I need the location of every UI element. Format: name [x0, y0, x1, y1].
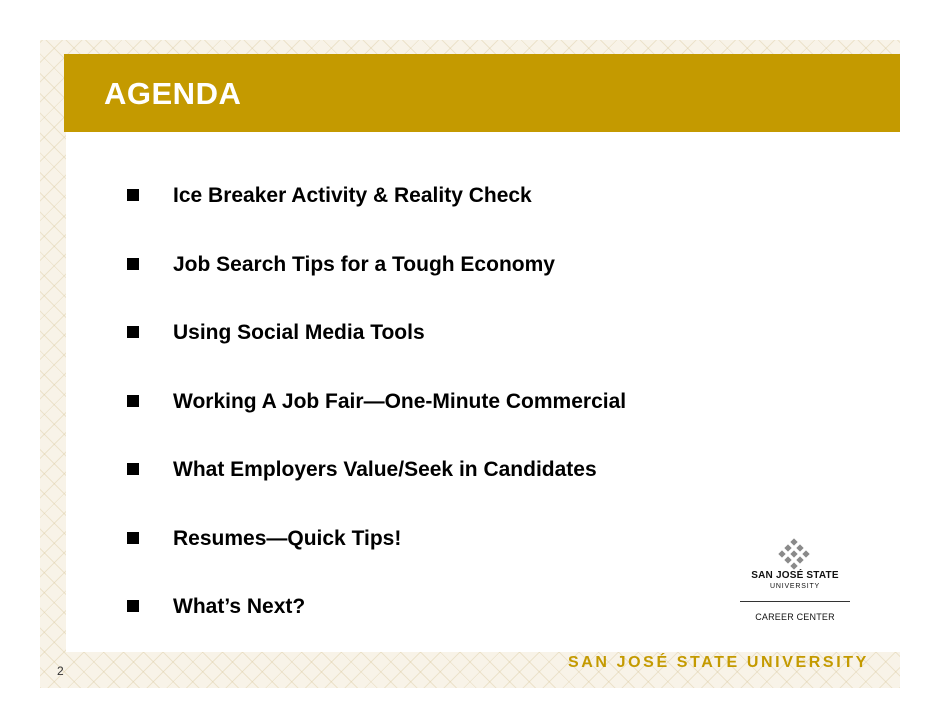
footer-university-name: SAN JOSÉ STATE UNIVERSITY: [568, 654, 869, 671]
square-bullet-icon: [127, 189, 139, 201]
square-bullet-icon: [127, 395, 139, 407]
square-bullet-icon: [127, 600, 139, 612]
logo-career-center: CAREER CENTER: [755, 612, 835, 622]
logo-university-sub: UNIVERSITY: [769, 583, 820, 590]
career-center-logo: [724, 522, 866, 648]
agenda-item-text: What Employers Value/Seek in Candidates: [173, 458, 597, 481]
logo-divider: [740, 601, 850, 602]
slide-title: AGENDA: [104, 76, 242, 111]
agenda-item-text: Job Search Tips for a Tough Economy: [173, 252, 555, 276]
agenda-item-text: Resumes—Quick Tips!: [173, 526, 402, 550]
logo-university-name: SAN JOSÉ STATE: [751, 570, 839, 581]
agenda-item-text: Working A Job Fair—One-Minute Commercial: [173, 389, 627, 413]
agenda-item-text: What’s Next?: [173, 595, 306, 618]
agenda-item-text: Using Social Media Tools: [173, 321, 425, 344]
square-bullet-icon: [127, 258, 139, 270]
agenda-item-text: Ice Breaker Activity & Reality Check: [173, 184, 532, 207]
square-bullet-icon: [127, 532, 139, 544]
header-bar: [64, 54, 900, 132]
page-number: 2: [57, 664, 64, 678]
sjsu-tower-lattice-icon: [776, 538, 812, 574]
square-bullet-icon: [127, 463, 139, 475]
square-bullet-icon: [127, 326, 139, 338]
